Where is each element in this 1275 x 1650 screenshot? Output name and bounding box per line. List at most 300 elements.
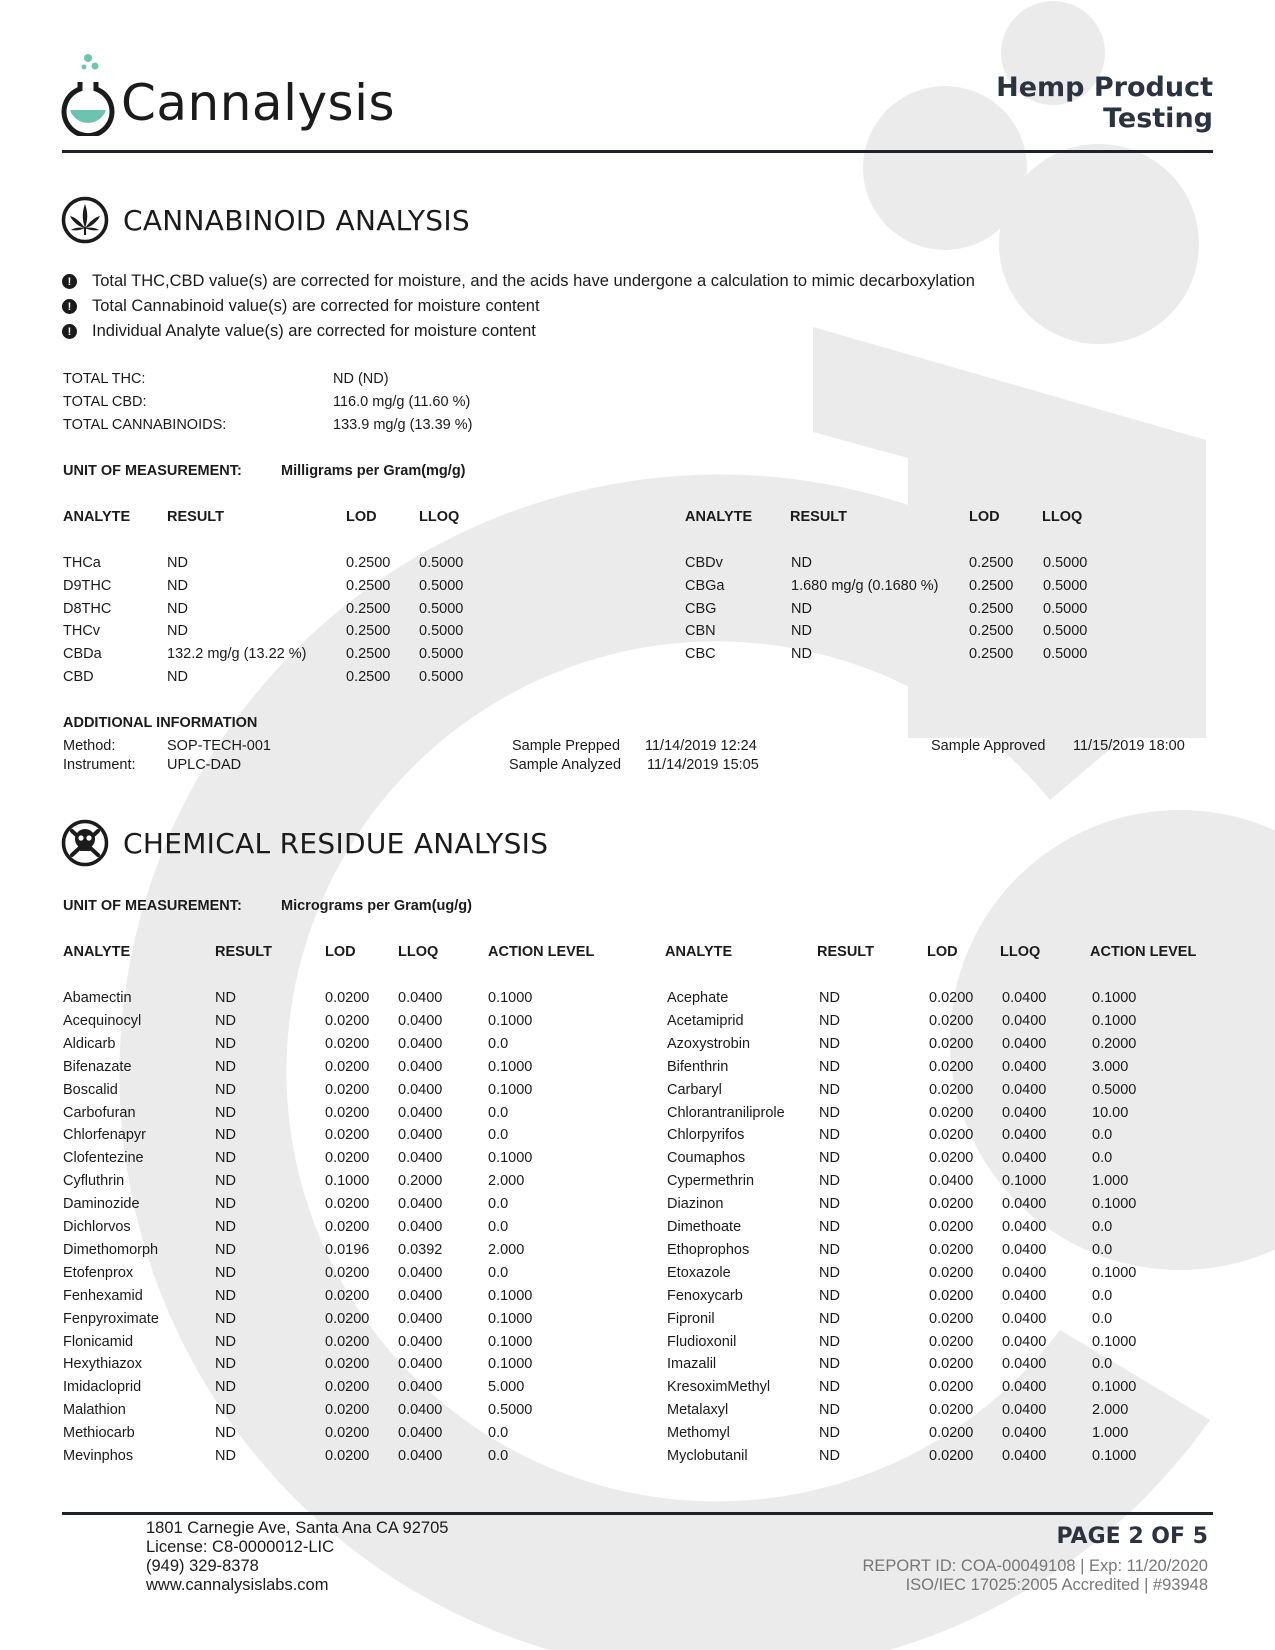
- analyte-name: CBGa: [685, 577, 725, 594]
- table-cell: 0.5000: [419, 555, 464, 571]
- analyte-name: CBDa: [63, 646, 102, 663]
- analyte-name: Mevinphos: [63, 1448, 134, 1464]
- table-cell: 0.0400: [1002, 1058, 1047, 1075]
- table-cell: 1.000: [1092, 1425, 1129, 1442]
- analyte-name: Fenhexamid: [63, 1287, 143, 1304]
- exclamation-icon: !: [62, 274, 77, 289]
- analyte-name: Imidacloprid: [63, 1379, 142, 1396]
- table-cell: 0.1000: [1092, 1264, 1137, 1281]
- table-cell: 0.0400: [1002, 1425, 1047, 1442]
- table-cell: 0.0400: [929, 1173, 974, 1190]
- table-cell: 0.2500: [346, 623, 391, 640]
- analyte-name: Hexythiazox: [63, 1356, 142, 1373]
- table-cell: 0.1000: [325, 1173, 370, 1190]
- analyte-name: Dichlorvos: [63, 1219, 131, 1235]
- analyte-name: Coumaphos: [667, 1150, 746, 1167]
- table-cell: 0.0400: [398, 1196, 443, 1213]
- note-text: Total THC,CBD value(s) are corrected for moisture, and the acids have undergone a calculation to mimic decarboxylation: [92, 272, 975, 290]
- sample-analyzed-value: 11/14/2019 15:05: [647, 757, 759, 773]
- table-cell: 0.0200: [929, 1287, 974, 1304]
- analyte-name: Acetamiprid: [667, 1012, 744, 1029]
- analyte-name: Fipronil: [667, 1310, 715, 1327]
- table-cell: 0.5000: [1043, 646, 1088, 663]
- table-cell: 0.5000: [1043, 555, 1088, 571]
- footer-contact: [146, 1519, 448, 1595]
- table-cell: 0.0400: [398, 1333, 443, 1350]
- table-cell: 0.0: [488, 1196, 509, 1213]
- table-cell: ND: [791, 555, 812, 571]
- flask-logo-icon: [60, 52, 120, 136]
- table-cell: 0.0200: [929, 1219, 974, 1235]
- table-cell: ND: [215, 1425, 236, 1442]
- column-header: LOD: [325, 944, 356, 960]
- table-cell: 0.0: [488, 1035, 509, 1052]
- table-cell: 0.0200: [325, 1035, 370, 1052]
- table-cell: 0.0: [488, 1425, 509, 1442]
- table-cell: ND: [819, 1241, 840, 1258]
- table-cell: ND: [819, 1150, 840, 1167]
- table-cell: 0.2500: [346, 600, 391, 617]
- table-cell: 0.0400: [1002, 1035, 1047, 1052]
- table-cell: 0.0: [488, 1264, 509, 1281]
- table-cell: 0.0200: [929, 1379, 974, 1396]
- table-cell: 0.0400: [1002, 1287, 1047, 1304]
- analyte-name: THCa: [63, 555, 101, 571]
- column-header: ANALYTE: [665, 944, 733, 960]
- table-cell: ND: [215, 990, 236, 1006]
- sample-approved-value: 11/15/2019 18:00: [1073, 738, 1185, 754]
- table-cell: 0.0400: [398, 1287, 443, 1304]
- table-cell: ND: [819, 1402, 840, 1419]
- table-cell: 0.0400: [398, 1379, 443, 1396]
- skull-crossbones-icon: [61, 819, 109, 867]
- table-cell: 0.0: [488, 1127, 509, 1144]
- analyte-name: Clofentezine: [63, 1150, 144, 1167]
- table-cell: 0.0200: [325, 1219, 370, 1235]
- analyte-name: Aldicarb: [63, 1035, 116, 1052]
- analyte-name: Carbofuran: [63, 1104, 136, 1121]
- table-cell: 0.1000: [1092, 1333, 1137, 1350]
- table-cell: 0.2500: [346, 577, 391, 594]
- analyte-name: Methiocarb: [63, 1425, 135, 1442]
- column-header: LLOQ: [1042, 509, 1083, 525]
- table-cell: 0.2500: [346, 646, 391, 663]
- page-number: PAGE 2 OF 5: [1056, 1524, 1208, 1549]
- analyte-name: Daminozide: [63, 1196, 140, 1213]
- analyte-name: Etofenprox: [63, 1264, 134, 1281]
- analyte-name: Bifenthrin: [667, 1058, 729, 1075]
- chemical-section-title: CHEMICAL RESIDUE ANALYSIS: [123, 827, 549, 860]
- table-cell: 2.000: [488, 1241, 525, 1258]
- table-cell: ND: [819, 1356, 840, 1373]
- table-cell: ND: [215, 1150, 236, 1167]
- table-cell: 0.0400: [1002, 1448, 1047, 1464]
- column-header: LLOQ: [419, 509, 460, 525]
- table-cell: 1.680 mg/g (0.1680 %): [791, 577, 939, 594]
- table-cell: 0.1000: [488, 1081, 533, 1098]
- table-cell: ND: [215, 1264, 236, 1281]
- table-cell: 0.0200: [325, 1287, 370, 1304]
- table-cell: ND: [819, 1264, 840, 1281]
- table-cell: 0.5000: [419, 669, 464, 685]
- table-cell: 0.0200: [929, 1127, 974, 1144]
- table-cell: 0.0196: [325, 1241, 370, 1258]
- analyte-name: Fenpyroximate: [63, 1310, 159, 1327]
- table-cell: ND: [215, 1127, 236, 1144]
- logo-wordmark: Cannalysis: [121, 74, 396, 132]
- analyte-name: Abamectin: [63, 990, 132, 1006]
- table-cell: 0.0200: [929, 1012, 974, 1029]
- table-cell: ND: [819, 1219, 840, 1235]
- footer-license: License: C8-0000012-LIC: [146, 1538, 335, 1556]
- column-header: ACTION LEVEL: [1090, 944, 1197, 960]
- note-text: Individual Analyte value(s) are corrected for moisture content: [92, 322, 536, 340]
- chemical-unit-label: UNIT OF MEASUREMENT:: [63, 898, 242, 914]
- analyte-name: Dimethoate: [667, 1219, 742, 1235]
- table-cell: 0.0400: [1002, 1012, 1047, 1029]
- table-cell: 0.0200: [929, 1310, 974, 1327]
- column-header: RESULT: [167, 509, 224, 525]
- analyte-name: Myclobutanil: [667, 1448, 748, 1464]
- table-cell: 0.1000: [488, 1012, 533, 1029]
- table-cell: 0.0200: [325, 1104, 370, 1121]
- table-cell: ND: [819, 1379, 840, 1396]
- table-cell: 0.0400: [398, 1104, 443, 1121]
- table-cell: 2.000: [1092, 1402, 1129, 1419]
- table-cell: ND: [215, 1035, 236, 1052]
- table-cell: ND: [167, 600, 188, 617]
- table-cell: 0.0400: [398, 1012, 443, 1029]
- table-cell: 0.0200: [929, 1402, 974, 1419]
- analyte-name: Metalaxyl: [667, 1402, 729, 1419]
- column-header: LOD: [969, 509, 1000, 525]
- column-header: LLOQ: [398, 944, 439, 960]
- sample-analyzed-label: Sample Analyzed: [509, 757, 622, 773]
- table-cell: ND: [167, 623, 188, 640]
- table-cell: 0.2500: [346, 555, 391, 571]
- analyte-name: CBD: [63, 669, 94, 685]
- table-cell: ND: [215, 1058, 236, 1075]
- column-header: ACTION LEVEL: [488, 944, 595, 960]
- total-value: 116.0 mg/g (11.60 %): [333, 394, 471, 410]
- table-cell: 5.000: [488, 1379, 525, 1396]
- table-cell: 0.0200: [929, 1425, 974, 1442]
- table-cell: 0.0400: [398, 990, 443, 1006]
- note-item: [62, 297, 540, 316]
- table-cell: 0.0400: [398, 1127, 443, 1144]
- table-cell: 0.0200: [325, 1150, 370, 1167]
- table-cell: 0.0400: [398, 1448, 443, 1464]
- table-cell: ND: [819, 1196, 840, 1213]
- sample-approved-label: Sample Approved: [931, 738, 1046, 754]
- table-cell: 0.5000: [419, 623, 464, 640]
- method-label: Method:: [63, 738, 116, 754]
- table-cell: 0.0200: [929, 1196, 974, 1213]
- table-cell: 0.5000: [419, 577, 464, 594]
- table-cell: 0.0400: [398, 1402, 443, 1419]
- table-cell: 0.5000: [419, 600, 464, 617]
- table-cell: 0.0400: [398, 1425, 443, 1442]
- table-cell: 0.0400: [1002, 1081, 1047, 1098]
- total-value: ND (ND): [333, 371, 389, 387]
- total-label: TOTAL CANNABINOIDS:: [63, 417, 227, 433]
- table-cell: 0.1000: [488, 1058, 533, 1075]
- table-cell: 0.0400: [398, 1356, 443, 1373]
- table-cell: 0.1000: [488, 1310, 533, 1327]
- table-cell: 0.0400: [398, 1310, 443, 1327]
- analyte-name: KresoximMethyl: [667, 1379, 771, 1396]
- analyte-name: Flonicamid: [63, 1333, 134, 1350]
- table-cell: 0.0200: [929, 990, 974, 1006]
- instrument-label: Instrument:: [63, 757, 136, 773]
- analyte-name: Ethoprophos: [667, 1241, 750, 1258]
- table-cell: 0.0200: [325, 990, 370, 1006]
- column-header: ANALYTE: [685, 509, 753, 525]
- table-cell: 0.0200: [325, 1448, 370, 1464]
- table-cell: ND: [215, 1219, 236, 1235]
- table-cell: ND: [819, 1287, 840, 1304]
- table-cell: 0.2500: [346, 669, 391, 685]
- table-cell: ND: [167, 555, 188, 571]
- table-cell: 0.0400: [1002, 1127, 1047, 1144]
- table-cell: 2.000: [488, 1173, 525, 1190]
- column-header: RESULT: [790, 509, 847, 525]
- table-cell: ND: [215, 1333, 236, 1350]
- table-cell: ND: [819, 1012, 840, 1029]
- table-cell: 0.0400: [1002, 1379, 1047, 1396]
- footer-website[interactable]: www.cannalysislabs.com: [146, 1576, 329, 1594]
- table-cell: 132.2 mg/g (13.22 %): [167, 646, 307, 663]
- table-cell: 0.0200: [325, 1333, 370, 1350]
- sample-prepped-label: Sample Prepped: [512, 738, 621, 754]
- table-cell: 0.0200: [929, 1058, 974, 1075]
- table-cell: 0.0200: [325, 1356, 370, 1373]
- table-cell: 0.0400: [1002, 1241, 1047, 1258]
- column-header: ANALYTE: [63, 944, 131, 960]
- table-cell: 0.1000: [488, 1333, 533, 1350]
- table-cell: ND: [215, 1379, 236, 1396]
- table-cell: 0.0392: [398, 1241, 443, 1258]
- table-cell: 0.2500: [969, 555, 1014, 571]
- table-cell: 0.0200: [325, 1012, 370, 1029]
- analyte-name: CBDv: [685, 555, 723, 571]
- analyte-name: Methomyl: [667, 1425, 730, 1442]
- table-cell: ND: [167, 669, 188, 685]
- table-cell: 0.1000: [1092, 1448, 1137, 1464]
- table-cell: 0.2500: [969, 646, 1014, 663]
- table-cell: ND: [215, 1012, 236, 1029]
- table-cell: 0.0: [1092, 1219, 1113, 1235]
- table-cell: 0.1000: [1092, 1196, 1137, 1213]
- exclamation-icon: !: [62, 299, 77, 314]
- analyte-name: Dimethomorph: [63, 1241, 159, 1258]
- table-cell: 0.0: [488, 1219, 509, 1235]
- table-cell: 0.0400: [398, 1035, 443, 1052]
- analyte-name: Cyfluthrin: [63, 1173, 125, 1190]
- analyte-name: Fenoxycarb: [667, 1287, 743, 1304]
- table-cell: 0.0: [1092, 1127, 1113, 1144]
- table-cell: 10.00: [1092, 1104, 1129, 1121]
- additional-info-title: ADDITIONAL INFORMATION: [63, 715, 258, 731]
- table-cell: 0.0400: [398, 1219, 443, 1235]
- header-rule: [62, 150, 1213, 153]
- analyte-name: Carbaryl: [667, 1081, 722, 1098]
- table-cell: 0.0400: [1002, 1150, 1047, 1167]
- table-cell: ND: [791, 600, 812, 617]
- footer-accreditation: ISO/IEC 17025:2005 Accredited | #93948: [905, 1576, 1208, 1594]
- table-cell: 0.0200: [325, 1058, 370, 1075]
- table-cell: 0.1000: [1092, 990, 1137, 1006]
- analyte-name: Imazalil: [667, 1356, 717, 1373]
- table-cell: ND: [819, 1058, 840, 1075]
- table-cell: 0.5000: [1043, 623, 1088, 640]
- table-cell: 0.0400: [398, 1264, 443, 1281]
- table-cell: 0.0200: [929, 1356, 974, 1373]
- table-cell: ND: [215, 1081, 236, 1098]
- table-cell: 0.0: [1092, 1287, 1113, 1304]
- analyte-name: Chlorfenapyr: [63, 1127, 147, 1144]
- analyte-name: CBG: [685, 600, 717, 617]
- analyte-name: Chlorpyrifos: [667, 1127, 745, 1144]
- table-cell: 0.0400: [1002, 1310, 1047, 1327]
- table-cell: 0.0200: [325, 1425, 370, 1442]
- table-cell: 0.0200: [325, 1127, 370, 1144]
- table-cell: 0.0400: [398, 1081, 443, 1098]
- table-cell: ND: [215, 1356, 236, 1373]
- cannabis-leaf-icon: [61, 196, 109, 244]
- table-cell: 1.000: [1092, 1173, 1129, 1190]
- table-cell: 0.0200: [325, 1196, 370, 1213]
- table-cell: ND: [215, 1402, 236, 1419]
- header-title: [996, 72, 1213, 134]
- analyte-name: Chlorantraniliprole: [667, 1104, 785, 1121]
- analyte-name: Diazinon: [667, 1196, 724, 1213]
- table-cell: ND: [215, 1287, 236, 1304]
- analyte-name: D8THC: [63, 600, 112, 617]
- table-cell: ND: [791, 646, 812, 663]
- table-cell: 0.0200: [325, 1264, 370, 1281]
- analyte-name: THCv: [63, 623, 101, 640]
- table-cell: ND: [819, 1127, 840, 1144]
- analyte-name: Etoxazole: [667, 1264, 731, 1281]
- table-cell: 0.0200: [325, 1081, 370, 1098]
- table-cell: 0.0: [1092, 1356, 1113, 1373]
- table-cell: ND: [819, 1081, 840, 1098]
- table-cell: 0.0200: [325, 1402, 370, 1419]
- table-cell: ND: [215, 1241, 236, 1258]
- table-cell: ND: [819, 1035, 840, 1052]
- table-cell: 0.2000: [398, 1173, 443, 1190]
- table-cell: ND: [215, 1173, 236, 1190]
- note-item: [62, 322, 536, 341]
- header-title-line2: Testing: [1103, 103, 1213, 134]
- footer-phone: (949) 329-8378: [146, 1557, 259, 1575]
- table-cell: 0.5000: [1092, 1081, 1137, 1098]
- table-cell: ND: [819, 1310, 840, 1327]
- analyte-name: Acephate: [667, 990, 729, 1006]
- total-value: 133.9 mg/g (13.39 %): [333, 417, 473, 433]
- table-cell: 0.0: [1092, 1150, 1113, 1167]
- analyte-name: Boscalid: [63, 1081, 118, 1098]
- table-cell: 0.2000: [1092, 1035, 1137, 1052]
- table-cell: 0.0200: [929, 1081, 974, 1098]
- table-cell: 0.0400: [1002, 1356, 1047, 1373]
- exclamation-icon: !: [62, 324, 77, 339]
- analyte-name: Fludioxonil: [667, 1333, 737, 1350]
- chemical-unit-value: Micrograms per Gram(ug/g): [281, 898, 472, 914]
- method-value: SOP-TECH-001: [167, 738, 271, 754]
- table-cell: 0.0200: [929, 1104, 974, 1121]
- table-cell: 0.0200: [325, 1379, 370, 1396]
- analyte-name: Malathion: [63, 1402, 126, 1419]
- table-cell: 0.0400: [1002, 1104, 1047, 1121]
- table-cell: 0.1000: [488, 1356, 533, 1373]
- column-header: LOD: [346, 509, 377, 525]
- table-cell: 0.0400: [1002, 1219, 1047, 1235]
- table-cell: ND: [215, 1196, 236, 1213]
- table-cell: 3.000: [1092, 1058, 1129, 1075]
- table-cell: ND: [791, 623, 812, 640]
- analyte-name: D9THC: [63, 577, 112, 594]
- total-label: TOTAL THC:: [63, 371, 146, 387]
- table-cell: 0.0: [488, 1448, 509, 1464]
- table-cell: 0.0200: [325, 1310, 370, 1327]
- cannabinoid-unit-value: Milligrams per Gram(mg/g): [281, 463, 466, 479]
- column-header: LLOQ: [1000, 944, 1041, 960]
- header-title-line1: Hemp Product: [996, 72, 1213, 103]
- column-header: RESULT: [817, 944, 874, 960]
- table-cell: 0.0400: [1002, 1333, 1047, 1350]
- table-cell: ND: [167, 577, 188, 594]
- footer-report-id: REPORT ID: COA-00049108 | Exp: 11/20/2020: [862, 1557, 1208, 1575]
- table-cell: ND: [819, 1333, 840, 1350]
- table-cell: 0.0400: [398, 1058, 443, 1075]
- table-cell: 0.5000: [488, 1402, 533, 1419]
- analyte-name: Cypermethrin: [667, 1173, 755, 1190]
- analyte-name: CBN: [685, 623, 716, 640]
- table-cell: 0.0400: [1002, 1402, 1047, 1419]
- table-cell: 0.1000: [488, 1287, 533, 1304]
- analyte-name: CBC: [685, 646, 716, 663]
- table-cell: ND: [215, 1448, 236, 1464]
- column-header: LOD: [927, 944, 958, 960]
- cannabinoid-section-title: CANNABINOID ANALYSIS: [123, 204, 470, 237]
- table-cell: 0.2500: [969, 623, 1014, 640]
- analyte-name: Azoxystrobin: [667, 1035, 751, 1052]
- table-cell: 0.0400: [1002, 1196, 1047, 1213]
- table-cell: ND: [215, 1310, 236, 1327]
- table-cell: ND: [215, 1104, 236, 1121]
- table-cell: ND: [819, 1448, 840, 1464]
- footer-report-info: [863, 1557, 1209, 1595]
- sample-prepped-value: 11/14/2019 12:24: [645, 738, 757, 754]
- table-cell: 0.2500: [969, 577, 1014, 594]
- table-cell: 0.2500: [969, 600, 1014, 617]
- table-cell: ND: [819, 1425, 840, 1442]
- table-cell: 0.5000: [1043, 600, 1088, 617]
- note-item: [62, 272, 975, 291]
- total-label: TOTAL CBD:: [63, 394, 147, 410]
- table-cell: 0.0400: [1002, 990, 1047, 1006]
- column-header: ANALYTE: [63, 509, 131, 525]
- table-cell: 0.0200: [929, 1150, 974, 1167]
- instrument-value: UPLC-DAD: [167, 757, 242, 773]
- table-cell: 0.0: [1092, 1241, 1113, 1258]
- table-cell: ND: [819, 1173, 840, 1190]
- table-cell: 0.5000: [419, 646, 464, 663]
- table-cell: ND: [819, 990, 840, 1006]
- table-cell: 0.0200: [929, 1241, 974, 1258]
